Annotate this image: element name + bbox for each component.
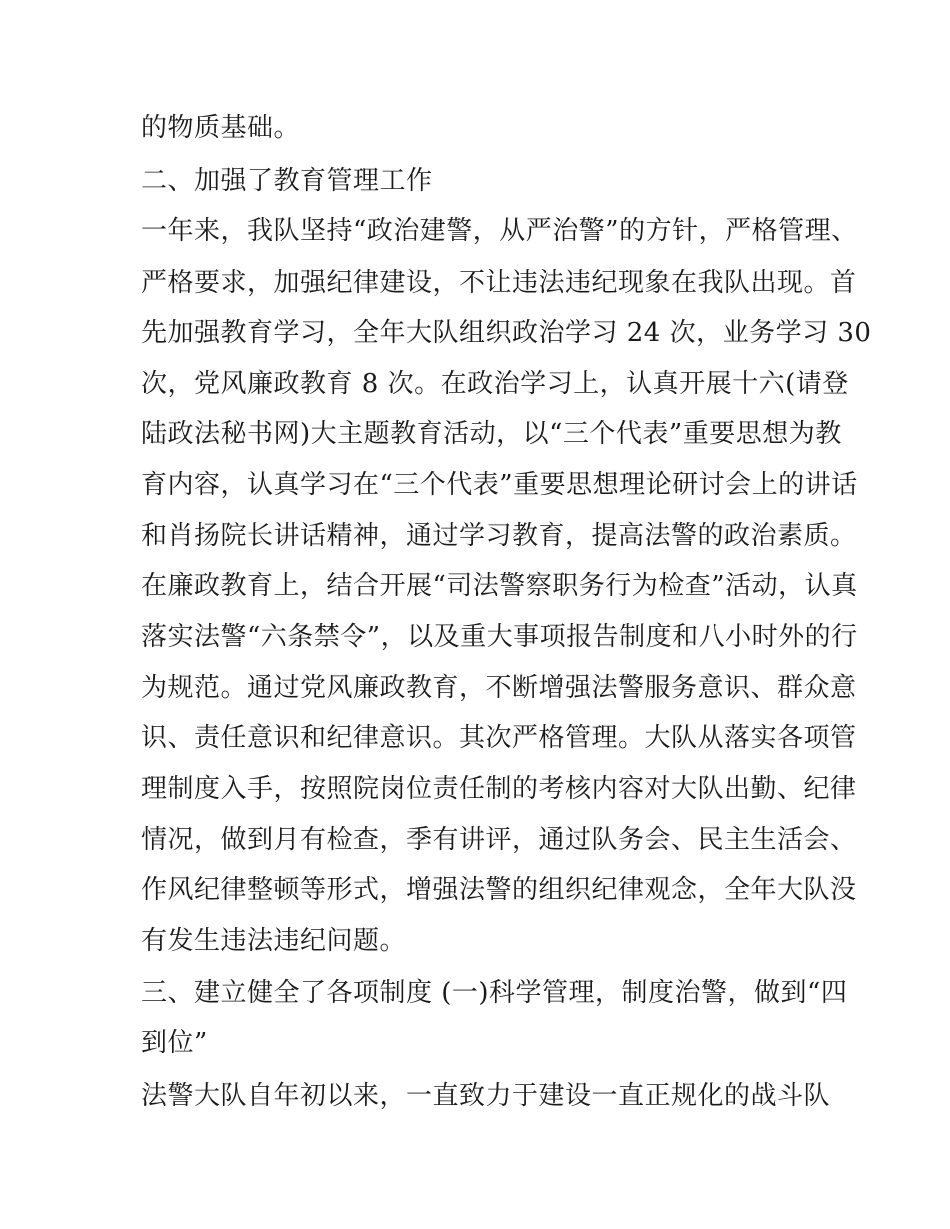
text-line: 识、责任意识和纪律意识。其次严格管理。大队从落实各项管 — [141, 723, 857, 753]
text-line: 为规范。通过党风廉政教育，不断增强法警服务意识、群众意 — [141, 673, 857, 703]
text-line: 理制度入手，按照院岗位责任制的考核内容对大队出勤、纪律 — [141, 774, 857, 804]
text-line: 到位” — [141, 1028, 208, 1058]
text-line: 陆政法秘书网)大主题教育活动，以“三个代表”重要思想为教 — [141, 419, 842, 449]
section-heading: 二、加强了教育管理工作 — [141, 166, 433, 196]
text-line: 有发生违法违纪问题。 — [141, 926, 407, 956]
text-line: 在廉政教育上，结合开展“司法警察职务行为检查”活动，认真 — [141, 571, 858, 601]
text-line: 次，党风廉政教育 8 次。在政治学习上，认真开展十六(请登 — [141, 369, 849, 399]
text-line: 的物质基础。 — [141, 113, 301, 143]
text-line: 一年来，我队坚持“政治建警，从严治警”的方针，严格管理、 — [141, 216, 858, 246]
text-line: 作风纪律整顿等形式，增强法警的组织纪律观念，全年大队没 — [141, 875, 857, 905]
text-line: 落实法警“六条禁令”，以及重大事项报告制度和八小时外的行 — [141, 622, 858, 652]
text-line: 先加强教育学习，全年大队组织政治学习 24 次，业务学习 30 — [141, 318, 872, 348]
text-line: 严格要求，加强纪律建设，不让违法违纪现象在我队出现。首 — [141, 268, 857, 298]
text-line: 和肖扬院长讲话精神，通过学习教育，提高法警的政治素质。 — [141, 521, 857, 551]
text-line: 育内容，认真学习在“三个代表”重要思想理论研讨会上的讲话 — [141, 470, 858, 500]
text-line: 法警大队自年初以来，一直致力于建设一直正规化的战斗队 — [141, 1081, 831, 1111]
text-line: 情况，做到月有检查，季有讲评，通过队务会、民主生活会、 — [141, 825, 857, 855]
section-heading: 三、建立健全了各项制度 (一)科学管理，制度治警，做到“四 — [141, 978, 848, 1008]
